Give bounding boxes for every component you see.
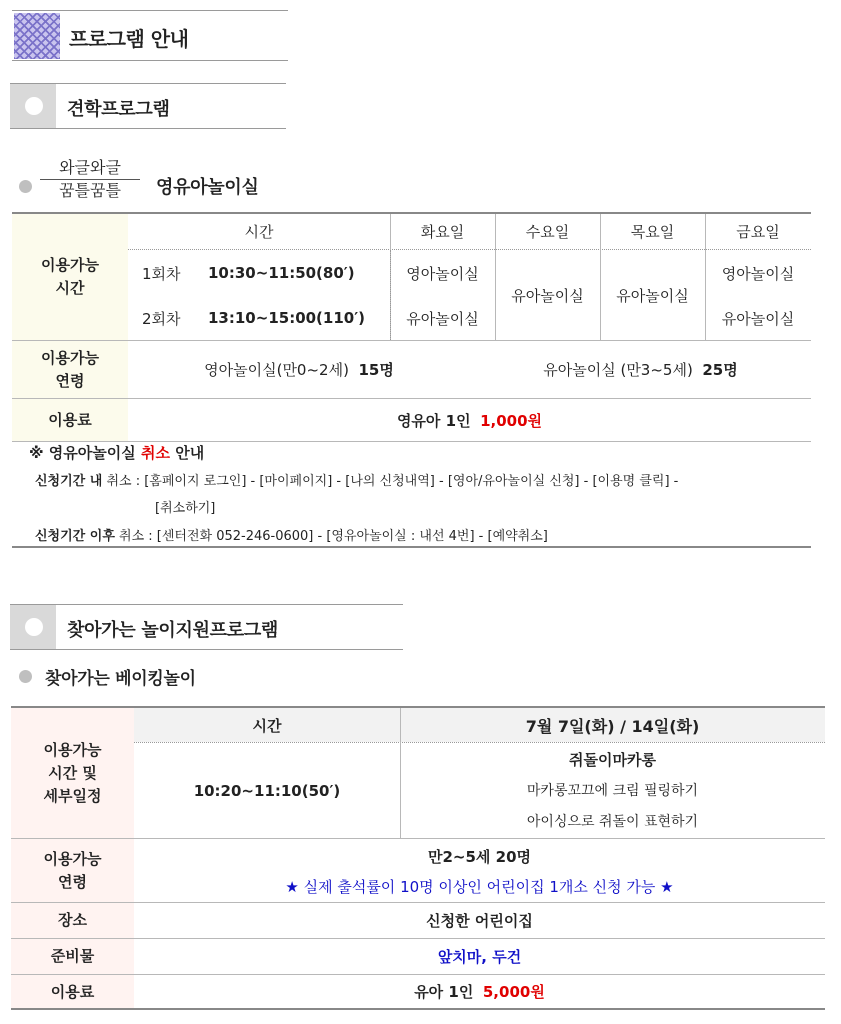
- section-title: 견학프로그램: [67, 99, 170, 120]
- wagle-line-2: 꿈틀꿈틀: [40, 179, 140, 201]
- notice-after: [35, 525, 548, 544]
- col-header-tue: 화요일: [420, 223, 465, 241]
- col-header-wed: 수요일: [525, 223, 570, 241]
- notice-mark: ※ 영유아놀이실: [29, 444, 136, 462]
- session-time: 10:20~11:10(50′): [193, 781, 341, 800]
- notice-after-text: 취소 : [센터전화 052-246-0600] - [영유아놀이실 : 내선 4번] - [예약취소]: [114, 529, 548, 544]
- row-label-age: 이용가능 연령: [11, 839, 134, 902]
- age-toddler-count: 25명: [702, 361, 738, 379]
- age-value: 만2~5세 20명: [427, 847, 531, 866]
- fee-amount: 5,000원: [482, 983, 545, 1001]
- age-infant-count: 15명: [358, 361, 394, 379]
- circle-icon: [25, 97, 43, 115]
- session-1-label: 1회차: [142, 264, 181, 283]
- notice-guide: 안내: [175, 444, 205, 462]
- fee-amount: 1,000원: [480, 411, 543, 430]
- thu-room: 유아놀이실: [616, 286, 689, 305]
- circle-icon: [25, 618, 43, 636]
- prep-value: 앞치마, 두건: [437, 948, 522, 966]
- page-title: 프로그램 안내: [69, 27, 189, 51]
- col-header-thu: 목요일: [630, 223, 675, 241]
- row-label-time: 이용가능 시간: [12, 214, 128, 340]
- section-marker: [10, 84, 56, 128]
- row-label-age: 이용가능 연령: [12, 341, 128, 398]
- row-label-fee: 이용료: [12, 399, 128, 441]
- bullet-icon: [19, 670, 32, 683]
- age-infant-text: 영아놀이실(만0~2세): [204, 361, 349, 379]
- notice-title: [29, 442, 204, 463]
- wed-room: 유아놀이실: [511, 286, 584, 305]
- wagle-label: [40, 157, 140, 201]
- header-divider: [128, 249, 811, 250]
- age-toddler: [470, 341, 811, 398]
- section-marker: [10, 605, 56, 649]
- subsection-title: 영유아놀이실: [156, 177, 259, 198]
- row-label-fee: 이용료: [11, 975, 134, 1009]
- title-pattern-icon: [14, 13, 60, 59]
- fri-session-2: 유아놀이실: [721, 309, 795, 328]
- table-bottom: [11, 1008, 825, 1010]
- row-label-prep: 준비물: [11, 939, 134, 974]
- page-title-bar: [12, 10, 288, 61]
- fee-value: [128, 399, 811, 441]
- program-step-2: 아이싱으로 쥐돌이 표현하기: [526, 814, 699, 830]
- fri-session-1: 영아놀이실: [721, 264, 795, 283]
- cancel-notice: [12, 440, 811, 548]
- notice-within-label: 신청기간 내: [35, 474, 103, 489]
- notice-cancel-word: 취소: [140, 444, 170, 462]
- row-label-place: 장소: [11, 903, 134, 938]
- row-divider: [11, 838, 825, 839]
- tue-session-1: 영아놀이실: [406, 264, 479, 283]
- notice-within: [35, 470, 678, 489]
- tue-session-2: 유아놀이실: [406, 309, 479, 328]
- col-header-time: 시간: [252, 716, 282, 735]
- session-2-label: 2회차: [142, 309, 181, 328]
- place-value: 신청한 어린이집: [426, 912, 533, 930]
- age-note: ★ 실제 출석률이 10명 이상인 어린이집 1개소 신청 가능 ★: [285, 877, 674, 896]
- session-1-time: 10:30~11:50(80′): [208, 264, 355, 282]
- section-title: 찾아가는 놀이지원프로그램: [67, 620, 279, 641]
- notice-within-text: 취소 : [홈페이지 로그인] - [마이페이지] - [나의 신청내역] - [영아/유아놀이실 신청] - [이용명 클릭] -: [102, 474, 679, 489]
- age-infant: [128, 341, 470, 398]
- fee-text: 영유아 1인: [396, 411, 471, 430]
- col-header-fri: 금요일: [736, 223, 780, 241]
- session-2-time: 13:10~15:00(110′): [208, 309, 366, 327]
- col-header-time: 시간: [244, 223, 274, 241]
- fee-value: [134, 975, 825, 1008]
- wagle-line-1: 와글와글: [59, 158, 121, 177]
- col-header-date: 7월 7일(화) / 14일(화): [525, 716, 700, 736]
- section-header-tour: [10, 83, 286, 129]
- subsection-title: 찾아가는 베이킹놀이: [45, 669, 196, 689]
- program-step-1: 마카롱꼬끄에 크림 필링하기: [526, 783, 699, 799]
- tour-table: [12, 212, 811, 440]
- bullet-icon: [19, 180, 32, 193]
- program-title: 쥐돌이마카롱: [569, 750, 656, 769]
- age-toddler-text: 유아놀이실 (만3~5세): [543, 361, 693, 379]
- section-header-visiting: [10, 604, 403, 650]
- row-label-time: 이용가능 시간 및 세부일정: [11, 708, 134, 838]
- baking-table: [11, 706, 825, 1008]
- fee-text: 유아 1인: [414, 983, 474, 1001]
- notice-after-label: 신청기간 이후: [35, 529, 115, 544]
- notice-within-cont: [취소하기]: [155, 501, 216, 516]
